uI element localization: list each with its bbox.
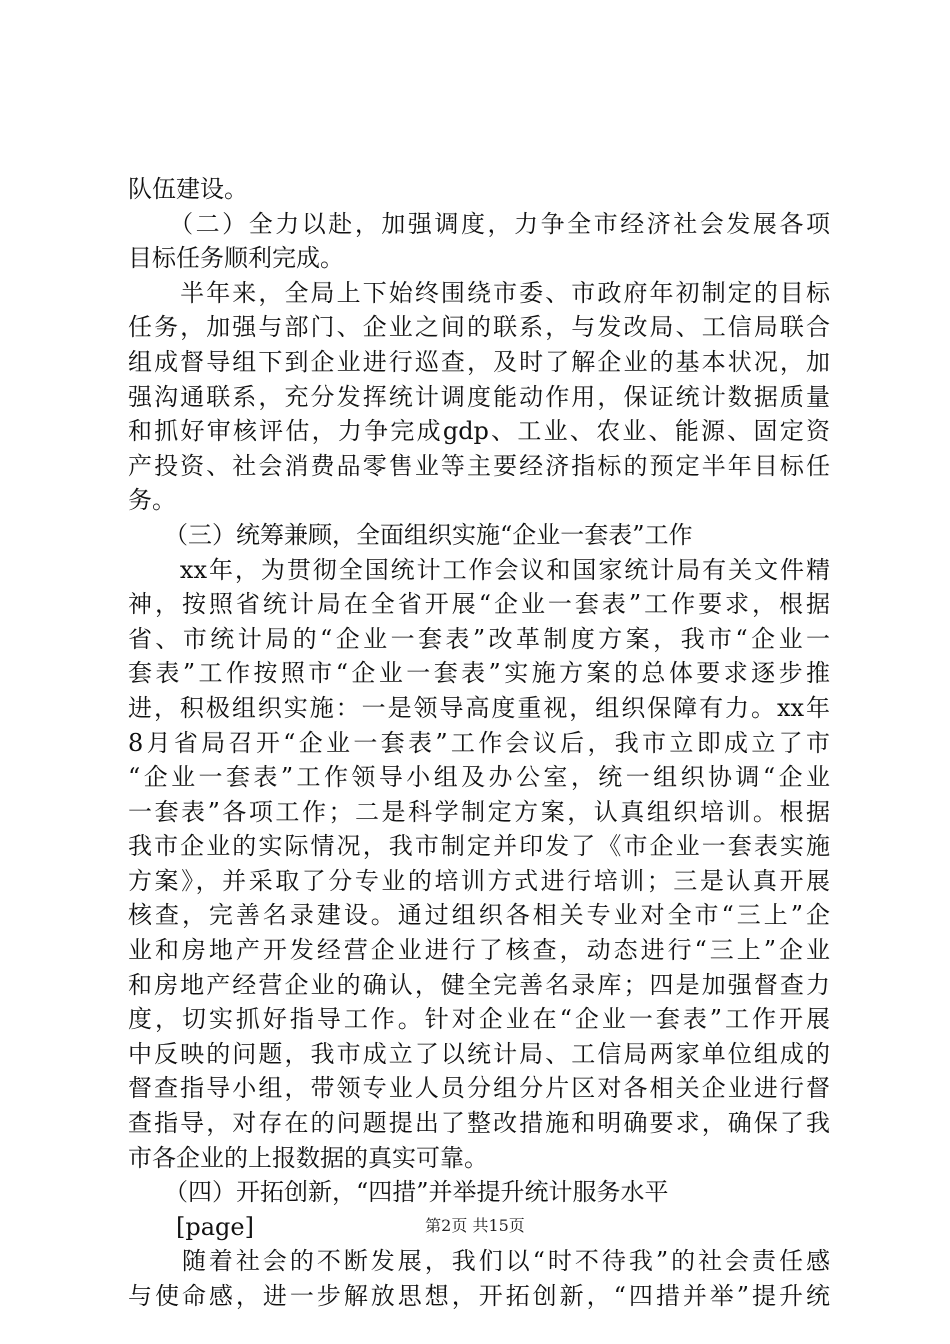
text-line: xx年，为贯彻全国统计工作会议和国家统计局有关文件精 (128, 555, 830, 584)
text-line: 8月省局召开“企业一套表”工作会议后，我市立即成立了市 (128, 728, 830, 757)
text-line: 进，积极组织实施：一是领导高度重视，组织保障有力。xx年 (128, 693, 830, 722)
document-body (128, 172, 830, 1314)
text-line: 半年来，全局上下始终围绕市委、市政府年初制定的目标 (128, 278, 830, 307)
text-line: 核查，完善名录建设。通过组织各相关专业对全市“三上”企 (128, 901, 830, 930)
text-line: 度，切实抓好指导工作。针对企业在“企业一套表”工作开展 (128, 1005, 830, 1034)
text-line: 与使命感，进一步解放思想，开拓创新，“四措并举”提升统 (128, 1282, 830, 1310)
text-line: 和房地产经营企业的确认，健全完善名录库；四是加强督查力 (128, 970, 830, 999)
section-heading: （四）开拓创新，“四措”并举提升统计服务水平 (128, 1178, 669, 1207)
text-line: 方案》，并采取了分专业的培训方式进行培训；三是认真开展 (128, 866, 830, 895)
text-line: 市各企业的上报数据的真实可靠。 (128, 1143, 488, 1172)
page-marker: [page] (128, 1212, 254, 1241)
section-heading: （三）统筹兼顾，全面组织实施“企业一套表”工作 (128, 520, 693, 549)
text-line: 务。 (128, 486, 176, 515)
text-line: 中反映的问题，我市成立了以统计局、工信局两家单位组成的 (128, 1039, 830, 1068)
text-line: 目标任务顺利完成。 (128, 244, 344, 273)
text-line: 业和房地产开发经营企业进行了核查，动态进行“三上”企业 (128, 936, 830, 965)
text-line: 督查指导小组，带领专业人员分组分片区对各相关企业进行督 (128, 1074, 830, 1103)
text-line: 产投资、社会消费品零售业等主要经济指标的预定半年目标任 (128, 451, 830, 480)
text-line: 一套表”各项工作；二是科学制定方案，认真组织培训。根据 (128, 797, 830, 826)
text-line: 和抓好审核评估，力争完成gdp、工业、农业、能源、固定资 (128, 417, 830, 446)
text-line: 我市企业的实际情况，我市制定并印发了《市企业一套表实施 (128, 832, 830, 861)
text-line: 队伍建设。 (128, 175, 248, 203)
text-line: 任务，加强与部门、企业之间的联系，与发改局、工信局联合 (128, 313, 830, 342)
text-line: 强沟通联系，充分发挥统计调度能动作用，保证统计数据质量 (128, 382, 830, 411)
text-line: 省、市统计局的“企业一套表”改革制度方案，我市“企业一 (128, 624, 830, 653)
text-line: （二）全力以赴，加强调度，力争全市经济社会发展各项 (128, 209, 830, 238)
text-line: 组成督导组下到企业进行巡查，及时了解企业的基本状况，加 (128, 347, 830, 376)
text-line: 随着社会的不断发展，我们以“时不待我”的社会责任感 (128, 1247, 830, 1276)
text-line: “企业一套表”工作领导小组及办公室，统一组织协调“企业 (128, 763, 830, 792)
text-line: 神，按照省统计局在全省开展“企业一套表”工作要求，根据 (128, 590, 830, 619)
text-line: 查指导，对存在的问题提出了整改措施和明确要求，确保了我 (128, 1109, 830, 1138)
page-number-footer: 第2页 共15页 (425, 1216, 525, 1235)
text-line: 套表”工作按照市“企业一套表”实施方案的总体要求逐步推 (128, 659, 830, 688)
